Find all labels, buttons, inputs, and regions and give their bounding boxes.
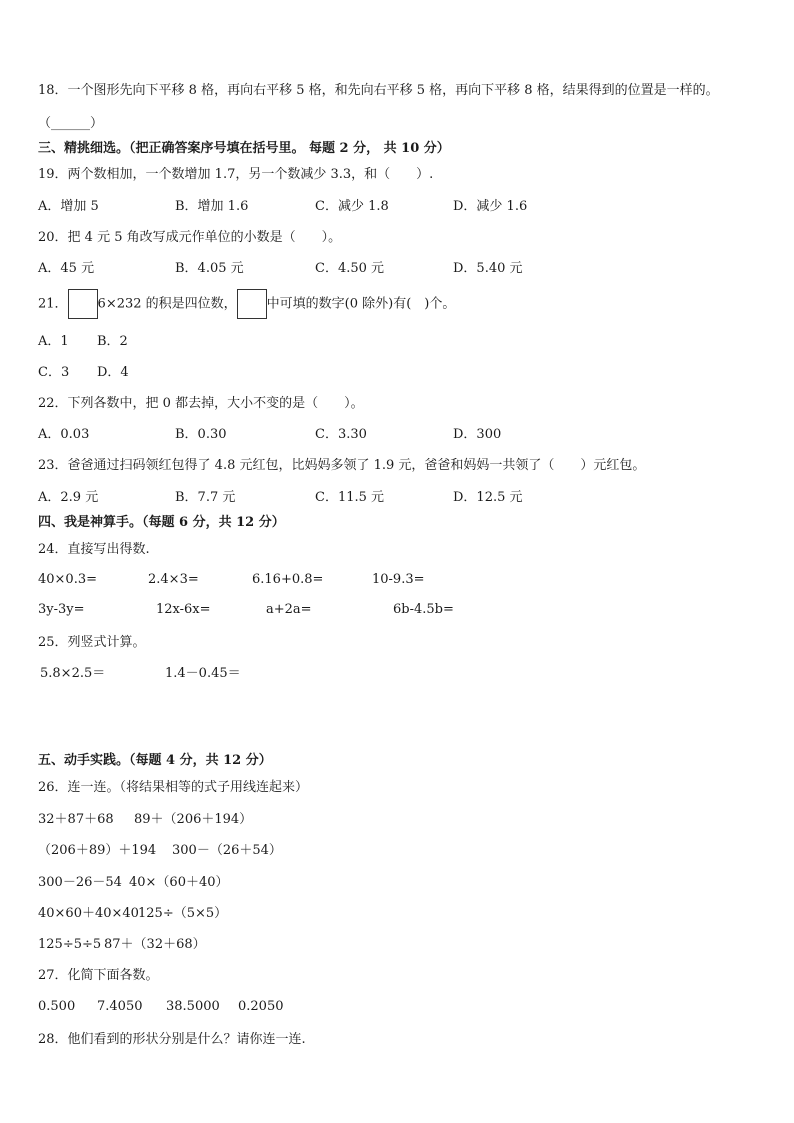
q22-option-a[interactable]: A．0.03 <box>38 427 90 442</box>
q22-option-c[interactable]: C．3.30 <box>315 427 367 442</box>
q24-expr: 10-9.3= <box>372 572 425 587</box>
q19-option-b[interactable]: B．增加 1.6 <box>175 199 249 214</box>
q22-option-d[interactable]: D．300 <box>453 427 502 442</box>
question-22-text: 22．下列各数中，把 0 都去掉，大小不变的是（ ）。 <box>38 396 364 411</box>
q24-expr: 40×0.3= <box>38 572 98 587</box>
question-19-text: 19．两个数相加，一个数增加 1.7，另一个数减少 3.3，和（ ）. <box>38 167 434 182</box>
q26-right-expr[interactable]: 300－（26＋54） <box>172 843 282 858</box>
q22-option-b[interactable]: B．0.30 <box>175 427 227 442</box>
q26-right-expr[interactable]: 125÷（5×5） <box>138 906 228 921</box>
q26-right-expr[interactable]: 40×（60＋40） <box>129 875 229 890</box>
q24-expr: a+2a= <box>266 602 312 617</box>
q26-left-expr[interactable]: 32＋87＋68 <box>38 812 114 827</box>
section-3-title: 三、精挑细选。（把正确答案序号填在括号里。 每题 2 分， 共 10 分） <box>38 141 450 156</box>
question-26-text: 26．连一连。（将结果相等的式子用线连起来） <box>38 780 309 795</box>
q20-option-b[interactable]: B．4.05 元 <box>175 261 244 276</box>
q24-expr: 3y-3y= <box>38 602 85 617</box>
q26-left-expr[interactable]: 300－26－54 <box>38 875 122 890</box>
q21-option-b[interactable]: B．2 <box>97 334 128 349</box>
q20-option-c[interactable]: C．4.50 元 <box>315 261 385 276</box>
q23-option-b[interactable]: B．7.7 元 <box>175 490 236 505</box>
section-4-title: 四、我是神算手。（每题 6 分，共 12 分） <box>38 515 285 530</box>
question-25-text: 25．列竖式计算。 <box>38 635 146 650</box>
q26-left-expr[interactable]: （206＋89）＋194 <box>38 843 157 858</box>
q26-left-expr[interactable]: 125÷5÷5 <box>38 937 102 952</box>
q25-expr: 5.8×2.5＝ <box>40 666 106 681</box>
q21-option-a[interactable]: A．1 <box>38 334 69 349</box>
q21-option-c[interactable]: C．3 <box>38 365 70 380</box>
q20-option-d[interactable]: D．5.40 元 <box>453 261 523 276</box>
q26-right-expr[interactable]: 89＋（206＋194） <box>134 812 253 827</box>
q21-suffix: 中可填的数字(0 除外)有( )个。 <box>266 296 456 312</box>
question-20-text: 20．把 4 元 5 角改写成元作单位的小数是（ ）。 <box>38 230 342 245</box>
q24-expr: 12x-6x= <box>156 602 211 617</box>
q23-option-c[interactable]: C．11.5 元 <box>315 490 385 505</box>
q21-answer-box-1[interactable] <box>68 289 98 319</box>
q24-expr: 6b-4.5b= <box>393 602 454 617</box>
q27-number: 38.5000 <box>166 999 220 1014</box>
q24-expr: 2.4×3= <box>148 572 199 587</box>
q26-left-expr[interactable]: 40×60＋40×40 <box>38 906 139 921</box>
q21-option-d[interactable]: D．4 <box>97 365 129 380</box>
question-18-blank[interactable]: （______） <box>38 116 104 131</box>
question-21-text <box>38 289 455 320</box>
q21-prefix: 21． <box>38 296 68 312</box>
q25-expr: 1.4－0.45＝ <box>165 666 241 681</box>
question-24-text: 24．直接写出得数. <box>38 542 150 557</box>
question-27-text: 27．化简下面各数。 <box>38 968 159 983</box>
q24-expr: 6.16+0.8= <box>252 572 324 587</box>
q27-number: 0.2050 <box>238 999 284 1014</box>
q27-number: 7.4050 <box>97 999 143 1014</box>
q23-option-d[interactable]: D．12.5 元 <box>453 490 523 505</box>
q21-middle: 6×232 的积是四位数， <box>97 296 237 312</box>
q27-number: 0.500 <box>38 999 76 1014</box>
question-28-text: 28．他们看到的形状分别是什么？请你连一连. <box>38 1032 306 1047</box>
q23-option-a[interactable]: A．2.9 元 <box>38 490 99 505</box>
question-23-text: 23．爸爸通过扫码领红包得了 4.8 元红包，比妈妈多领了 1.9 元，爸爸和妈妈一共领了（ ）元红包。 <box>38 458 646 473</box>
q19-option-d[interactable]: D．减少 1.6 <box>453 199 528 214</box>
q26-right-expr[interactable]: 87＋（32＋68） <box>104 937 206 952</box>
q19-option-a[interactable]: A．增加 5 <box>38 199 99 214</box>
q19-option-c[interactable]: C．减少 1.8 <box>315 199 389 214</box>
q20-option-a[interactable]: A．45 元 <box>38 261 95 276</box>
question-18-text: 18．一个图形先向下平移 8 格，再向右平移 5 格，和先向右平移 5 格，再向下平移 8 格，结果得到的位置是一样的。 <box>38 83 719 98</box>
section-5-title: 五、动手实践。（每题 4 分，共 12 分） <box>38 753 272 768</box>
q21-answer-box-2[interactable] <box>237 289 267 319</box>
